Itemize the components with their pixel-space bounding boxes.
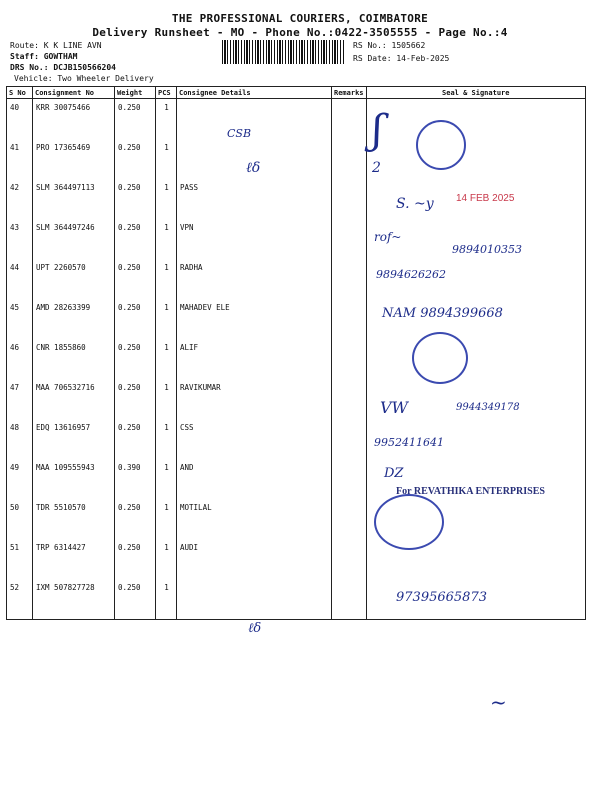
document-title: THE PROFESSIONAL COURIERS, COIMBATORE bbox=[171, 12, 429, 25]
row-sno: 47 bbox=[7, 379, 33, 419]
row-remarks bbox=[332, 379, 367, 419]
row-weight: 0.250 bbox=[115, 219, 156, 259]
table-row bbox=[7, 579, 586, 620]
row-weight: 0.250 bbox=[115, 379, 156, 419]
row-weight: 0.390 bbox=[115, 459, 156, 499]
rs-date-value: 14-Feb-2025 bbox=[396, 54, 450, 63]
row-consignment: PRO 17365469 bbox=[33, 139, 115, 179]
row-remarks bbox=[332, 539, 367, 579]
row-consignment: CNR 1855860 bbox=[33, 339, 115, 379]
table-row bbox=[7, 419, 586, 459]
row-consignment: SLM 364497113 bbox=[33, 179, 115, 219]
row-weight: 0.250 bbox=[115, 539, 156, 579]
row-remarks bbox=[332, 499, 367, 539]
row-remarks bbox=[332, 179, 367, 219]
row-consignee: AND bbox=[177, 459, 332, 499]
row-pcs: 1 bbox=[156, 539, 177, 579]
header-consignee: Consignee Details bbox=[177, 87, 332, 99]
header-sno: S No bbox=[7, 87, 33, 99]
row-signature bbox=[366, 99, 585, 140]
meta-left bbox=[10, 40, 154, 84]
phone-43: 9894010353 bbox=[452, 243, 522, 256]
row-weight: 0.250 bbox=[115, 419, 156, 459]
vehicle-value: Two Wheeler Delivery bbox=[57, 74, 154, 83]
row-pcs: 1 bbox=[156, 179, 177, 219]
row-sno: 51 bbox=[7, 539, 33, 579]
signature-43: rof~ bbox=[374, 230, 402, 244]
bank-seal-stamp bbox=[416, 120, 466, 170]
table-row bbox=[7, 259, 586, 299]
row-sno: 41 bbox=[7, 139, 33, 179]
row-sno: 49 bbox=[7, 459, 33, 499]
page-signature: ~ bbox=[490, 690, 507, 714]
rs-no-line: RS No.: 1505662 bbox=[353, 41, 426, 50]
row-pcs: 1 bbox=[156, 379, 177, 419]
phone-48: 9952411641 bbox=[374, 436, 444, 449]
phone-44: 9894626262 bbox=[376, 268, 446, 281]
phone-45: NAM 9894399668 bbox=[382, 306, 503, 321]
row-pcs: 1 bbox=[156, 139, 177, 179]
signature-47: VW bbox=[380, 398, 408, 417]
table-header-row bbox=[7, 87, 586, 99]
header-remarks: Remarks bbox=[332, 87, 367, 99]
row-weight: 0.250 bbox=[115, 579, 156, 620]
row-remarks bbox=[332, 579, 367, 620]
rs-date-line: RS Date: 14-Feb-2025 bbox=[353, 54, 450, 63]
meta-right bbox=[353, 40, 449, 64]
row-consignment: EDQ 13616957 bbox=[33, 419, 115, 459]
signature-41b: 2 bbox=[372, 160, 381, 176]
runsheet-table bbox=[6, 86, 586, 620]
row-sno: 46 bbox=[7, 339, 33, 379]
row-sno: 43 bbox=[7, 219, 33, 259]
table-row bbox=[7, 379, 586, 419]
row-consignment: MAA 706532716 bbox=[33, 379, 115, 419]
signature-52a: ℓδ bbox=[248, 621, 262, 636]
row-weight: 0.250 bbox=[115, 99, 156, 140]
row-weight: 0.250 bbox=[115, 339, 156, 379]
barcode bbox=[222, 40, 345, 64]
signature-41: ℓδ bbox=[246, 160, 261, 176]
row-sno: 50 bbox=[7, 499, 33, 539]
table-row bbox=[7, 139, 586, 179]
row-remarks bbox=[332, 459, 367, 499]
staff-line: Staff: GOWTHAM bbox=[10, 52, 78, 61]
row-pcs: 1 bbox=[156, 219, 177, 259]
signature-40-41: ʃ bbox=[372, 107, 383, 153]
row-sno: 48 bbox=[7, 419, 33, 459]
row-pcs: 1 bbox=[156, 339, 177, 379]
drs-value: DCJB150566204 bbox=[53, 63, 116, 72]
table-row bbox=[7, 339, 586, 379]
row-pcs: 1 bbox=[156, 499, 177, 539]
csb-handwriting: CSB bbox=[227, 127, 252, 140]
row-remarks bbox=[332, 259, 367, 299]
row-consignment: IXM 507827728 bbox=[33, 579, 115, 620]
row-pcs: 1 bbox=[156, 299, 177, 339]
header-signature: Seal & Signature bbox=[366, 87, 585, 99]
row-pcs: 1 bbox=[156, 419, 177, 459]
document-subtitle: Delivery Runsheet - MO - Phone No.:0422-3505555 - Page No.:4 bbox=[92, 26, 508, 39]
row-pcs: 1 bbox=[156, 259, 177, 299]
row-sno: 44 bbox=[7, 259, 33, 299]
row-consignee: MOTILAL bbox=[177, 499, 332, 539]
row-weight: 0.250 bbox=[115, 499, 156, 539]
row-weight: 0.250 bbox=[115, 259, 156, 299]
header-consignment: Consignment No bbox=[33, 87, 115, 99]
row-remarks bbox=[332, 339, 367, 379]
route-value: K K LINE AVN bbox=[43, 41, 102, 50]
row-sno: 40 bbox=[7, 99, 33, 140]
row-consignment: MAA 109555943 bbox=[33, 459, 115, 499]
table-row bbox=[7, 499, 586, 539]
row-consignment: UPT 2260570 bbox=[33, 259, 115, 299]
row-consignee: MAHADEV ELE bbox=[177, 299, 332, 339]
row-sno: 42 bbox=[7, 179, 33, 219]
row-consignee: VPN bbox=[177, 219, 332, 259]
phone-52: 97395665873 bbox=[396, 590, 487, 605]
table-row bbox=[7, 539, 586, 579]
row-consignee: PASS bbox=[177, 179, 332, 219]
row-remarks bbox=[332, 299, 367, 339]
header-pcs: PCS bbox=[156, 87, 177, 99]
row-remarks bbox=[332, 419, 367, 459]
row-pcs: 1 bbox=[156, 579, 177, 620]
row-remarks bbox=[332, 139, 367, 179]
row-weight: 0.250 bbox=[115, 179, 156, 219]
row-consignee: RAVIKUMAR bbox=[177, 379, 332, 419]
row-consignee: ALIF bbox=[177, 339, 332, 379]
row-sno: 45 bbox=[7, 299, 33, 339]
vehicle-line: Vehicle: Two Wheeler Delivery bbox=[14, 74, 154, 83]
row-remarks bbox=[332, 99, 367, 140]
rs-no-value: 1505662 bbox=[391, 41, 426, 50]
drs-line: DRS No.: DCJB150566204 bbox=[10, 63, 116, 72]
signature-42: S. ~y bbox=[396, 196, 434, 212]
table-row bbox=[7, 99, 586, 140]
row-consignment: TRP 6314427 bbox=[33, 539, 115, 579]
row-signature bbox=[366, 339, 585, 379]
row-consignment: KRR 30075466 bbox=[33, 99, 115, 140]
row-consignee: RADHA bbox=[177, 259, 332, 299]
header-weight: Weight bbox=[115, 87, 156, 99]
route-line: Route: K K LINE AVN bbox=[10, 41, 102, 50]
row-remarks bbox=[332, 219, 367, 259]
row-weight: 0.250 bbox=[115, 299, 156, 339]
date-stamp: 14 FEB 2025 bbox=[456, 193, 515, 204]
company-seal-46 bbox=[412, 332, 468, 384]
signature-49: DZ bbox=[384, 466, 404, 481]
row-consignee bbox=[177, 579, 332, 620]
row-pcs: 1 bbox=[156, 99, 177, 140]
row-consignee: AUDI bbox=[177, 539, 332, 579]
staff-value: GOWTHAM bbox=[43, 52, 78, 61]
row-consignee: CSS bbox=[177, 419, 332, 459]
phone-47: 9944349178 bbox=[456, 402, 520, 413]
row-consignment: AMD 28263399 bbox=[33, 299, 115, 339]
company-seal-50 bbox=[374, 494, 444, 550]
row-signature bbox=[366, 139, 585, 179]
row-pcs: 1 bbox=[156, 459, 177, 499]
row-consignment: SLM 364497246 bbox=[33, 219, 115, 259]
row-consignment: TDR 5510570 bbox=[33, 499, 115, 539]
revathika-stamp: For REVATHIKA ENTERPRISES bbox=[396, 486, 545, 497]
row-weight: 0.250 bbox=[115, 139, 156, 179]
row-consignee bbox=[177, 99, 332, 140]
row-sno: 52 bbox=[7, 579, 33, 620]
